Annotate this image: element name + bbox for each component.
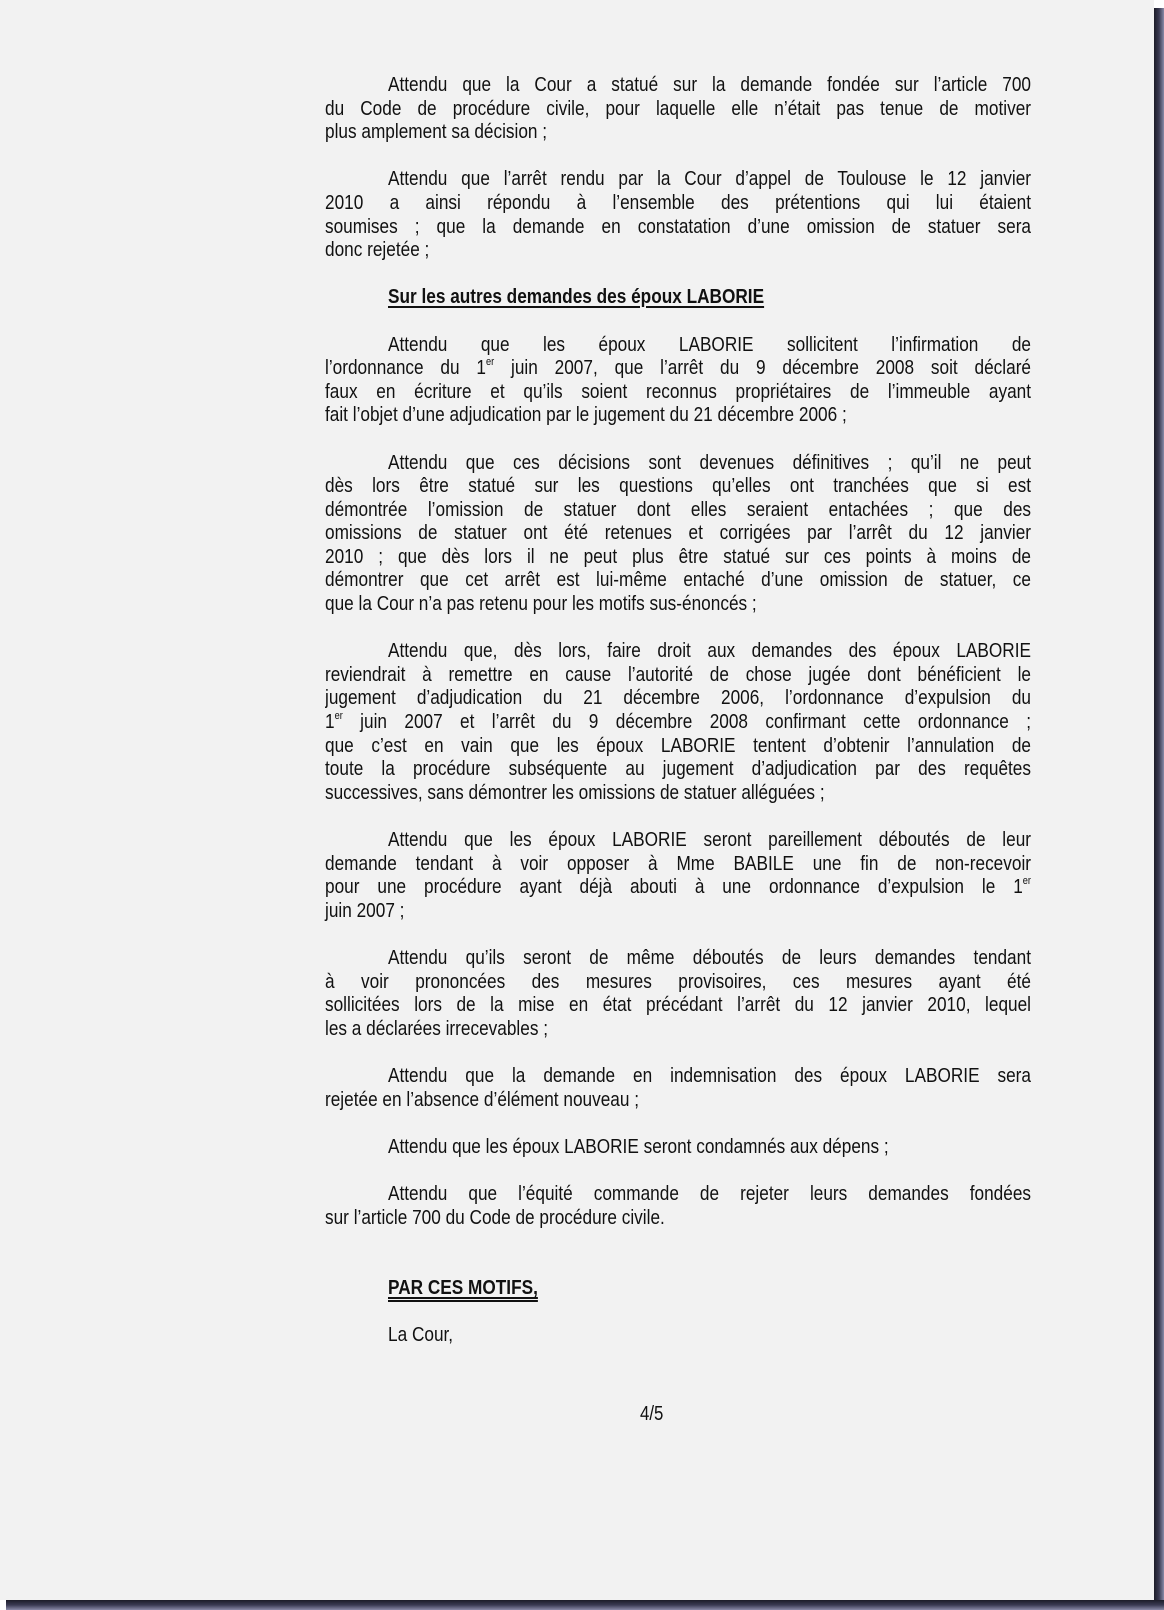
paragraph bbox=[325, 73, 1031, 144]
line-text: Attendu que l’équité commande de rejeter leurs demandes fondées bbox=[388, 1181, 1031, 1205]
paragraph bbox=[325, 1135, 1031, 1159]
section-heading bbox=[325, 285, 1031, 309]
text-line bbox=[325, 97, 1031, 121]
line-text: plus amplement sa décision ; bbox=[325, 120, 548, 144]
line-text: Attendu que les époux LABORIE seront pareillement déboutés de leur bbox=[388, 828, 1031, 851]
line-text: du Code de procédure civile, pour laquelle elle n’était pas tenue de motiver bbox=[325, 96, 1031, 120]
paragraph-gap bbox=[325, 616, 1031, 640]
paragraph-gap bbox=[325, 1229, 1031, 1253]
paragraph-gap bbox=[325, 1158, 1031, 1182]
paragraph-gap bbox=[325, 804, 1031, 828]
text-line bbox=[325, 521, 1031, 545]
text-line bbox=[325, 215, 1031, 239]
page-number: 4/5 bbox=[640, 1403, 664, 1425]
line-text: Attendu que l’arrêt rendu par la Cour d’appel de Toulouse le 12 janvier bbox=[388, 167, 1031, 191]
text-line bbox=[325, 1088, 1031, 1112]
line-text: sur l’article 700 du Code de procédure civile. bbox=[325, 1205, 665, 1229]
line-text: que la Cour n’a pas retenu pour les motifs sus-énoncés ; bbox=[325, 592, 757, 616]
paragraph bbox=[325, 167, 1031, 261]
line-text: Attendu que la demande en indemnisation des époux LABORIE sera bbox=[388, 1063, 1031, 1087]
line-text: démontrer que cet arrêt est lui-même entaché d’une omission de statuer, ce bbox=[325, 568, 1031, 592]
line-text: 2010 a ainsi répondu à l’ensemble des prétentions qui lui étaient bbox=[325, 190, 1031, 214]
text-segment: juin 2007 et l’arrêt du 9 décembre 2008 confirmant cette ordonnance ; bbox=[342, 710, 1031, 734]
line-text: omissions de statuer ont été retenues et corrigées par l’arrêt du 12 janvier bbox=[325, 521, 1031, 545]
line-text: Attendu que les époux LABORIE sollicitent l’infirmation de bbox=[388, 332, 1031, 356]
paragraph-gap bbox=[325, 922, 1031, 946]
text-line bbox=[325, 333, 1031, 357]
paragraph bbox=[325, 1064, 1031, 1111]
paragraph-gap bbox=[325, 427, 1031, 451]
paragraph-gap bbox=[325, 1040, 1031, 1064]
line-text: donc rejetée ; bbox=[325, 238, 430, 262]
line-text: jugement d’adjudication du 21 décembre 2006, l’ordonnance d’expulsion du bbox=[325, 686, 1031, 710]
line-text bbox=[325, 875, 1031, 899]
line-text: fait l’objet d’une adjudication par le jugement du 21 décembre 2006 ; bbox=[325, 403, 847, 427]
line-text: reviendrait à remettre en cause l’autorité de chose jugée dont bénéficient le bbox=[325, 662, 1031, 686]
text-line bbox=[325, 167, 1031, 191]
text-line bbox=[325, 403, 1031, 427]
motifs-heading bbox=[325, 1276, 1031, 1300]
text-line bbox=[325, 191, 1031, 215]
paragraph bbox=[325, 946, 1031, 1040]
superscript: er bbox=[485, 356, 495, 369]
text-line bbox=[325, 1206, 1031, 1230]
line-text: rejetée en l’absence d’élément nouveau ; bbox=[325, 1087, 640, 1111]
text-line bbox=[325, 592, 1031, 616]
line-text: successives, sans démontrer les omissions de statuer alléguées ; bbox=[325, 780, 825, 804]
line-text: dès lors être statué sur les questions qu’elles ont tranchées que si est bbox=[325, 474, 1031, 498]
text-line bbox=[325, 734, 1031, 758]
text-line bbox=[325, 1135, 1031, 1159]
text-line bbox=[325, 545, 1031, 569]
line-text: sollicitées lors de la mise en état précédant l’arrêt du 12 janvier 2010, lequel bbox=[325, 993, 1031, 1017]
text-line bbox=[325, 380, 1031, 404]
text-line bbox=[325, 568, 1031, 592]
text-line bbox=[325, 639, 1031, 663]
text-line bbox=[325, 828, 1031, 852]
section-heading-text: Sur les autres demandes des époux LABORIE bbox=[388, 285, 765, 309]
line-text: que c’est en vain que les époux LABORIE tentent d’obtenir l’annulation de bbox=[325, 733, 1031, 757]
text-segment: juin 2007, que l’arrêt du 9 décembre 2008 soit déclaré bbox=[494, 356, 1031, 380]
line-text: Attendu que la Cour a statué sur la demande fondée sur l’article 700 bbox=[388, 73, 1031, 96]
closing-text: La Cour, bbox=[388, 1323, 454, 1347]
line-text: Attendu qu’ils seront de même déboutés de leurs demandes tendant bbox=[388, 945, 1031, 969]
line-text: demande tendant à voir opposer à Mme BABILE une fin de non-recevoir bbox=[325, 851, 1031, 875]
text-line bbox=[325, 875, 1031, 899]
document-body bbox=[325, 73, 1031, 1347]
line-text: faux en écriture et qu’ils soient reconnus propriétaires de l’immeuble ayant bbox=[325, 379, 1031, 403]
line-text bbox=[325, 710, 1031, 734]
line-text: à voir prononcées des mesures provisoires, ces mesures ayant été bbox=[325, 969, 1031, 993]
paragraph bbox=[325, 639, 1031, 804]
text-line bbox=[325, 120, 1031, 144]
text-line bbox=[325, 356, 1031, 380]
text-line bbox=[325, 710, 1031, 734]
text-line bbox=[325, 899, 1031, 923]
text-line bbox=[325, 1017, 1031, 1041]
text-segment: 1 bbox=[325, 710, 335, 734]
line-text: toute la procédure subséquente au jugement d’adjudication par des requêtes bbox=[325, 757, 1031, 781]
paragraph-gap bbox=[325, 1300, 1031, 1324]
paragraph bbox=[325, 828, 1031, 922]
text-line bbox=[325, 686, 1031, 710]
text-line bbox=[325, 474, 1031, 498]
text-line bbox=[325, 852, 1031, 876]
line-text: 2010 ; que dès lors il ne peut plus être statué sur ces points à moins de bbox=[325, 544, 1031, 568]
text-segment: pour une procédure ayant déjà abouti à une ordonnance d’expulsion le 1 bbox=[325, 875, 1023, 899]
text-line bbox=[325, 1064, 1031, 1088]
line-text bbox=[325, 356, 1031, 380]
line-text: démontrée l’omission de statuer dont elles seraient entachées ; que des bbox=[325, 497, 1031, 521]
page-shadow-bottom bbox=[6, 1600, 1164, 1610]
superscript: er bbox=[334, 710, 343, 723]
line-text: Attendu que les époux LABORIE seront condamnés aux dépens ; bbox=[388, 1134, 889, 1158]
text-line bbox=[325, 451, 1031, 475]
text-line bbox=[325, 498, 1031, 522]
text-line bbox=[325, 238, 1031, 262]
paragraph-gap bbox=[325, 1111, 1031, 1135]
paragraph-gap bbox=[325, 262, 1031, 286]
paragraph bbox=[325, 1182, 1031, 1229]
text-segment: l’ordonnance du 1 bbox=[325, 356, 486, 380]
text-line bbox=[325, 757, 1031, 781]
text-line bbox=[325, 73, 1031, 97]
line-text: Attendu que ces décisions sont devenues définitives ; qu’il ne peut bbox=[388, 450, 1031, 474]
line-text: juin 2007 ; bbox=[325, 898, 405, 922]
text-line bbox=[325, 970, 1031, 994]
motifs-heading-text: PAR CES MOTIFS, bbox=[388, 1276, 538, 1300]
paragraph-gap bbox=[325, 309, 1031, 333]
text-line bbox=[325, 781, 1031, 805]
page-shadow-right bbox=[1154, 8, 1164, 1610]
text-line bbox=[325, 993, 1031, 1017]
paragraph bbox=[325, 333, 1031, 427]
paragraph bbox=[325, 451, 1031, 616]
paragraph-gap bbox=[325, 1253, 1031, 1277]
paragraph-gap bbox=[325, 144, 1031, 168]
line-text: les a déclarées irrecevables ; bbox=[325, 1016, 549, 1040]
superscript: er bbox=[1022, 875, 1031, 888]
line-text: Attendu que, dès lors, faire droit aux demandes des époux LABORIE bbox=[388, 639, 1031, 663]
closing-line bbox=[325, 1323, 1031, 1347]
text-line bbox=[325, 663, 1031, 687]
line-text: soumises ; que la demande en constatation d’une omission de statuer sera bbox=[325, 214, 1031, 238]
text-line bbox=[325, 946, 1031, 970]
text-line bbox=[325, 1182, 1031, 1206]
